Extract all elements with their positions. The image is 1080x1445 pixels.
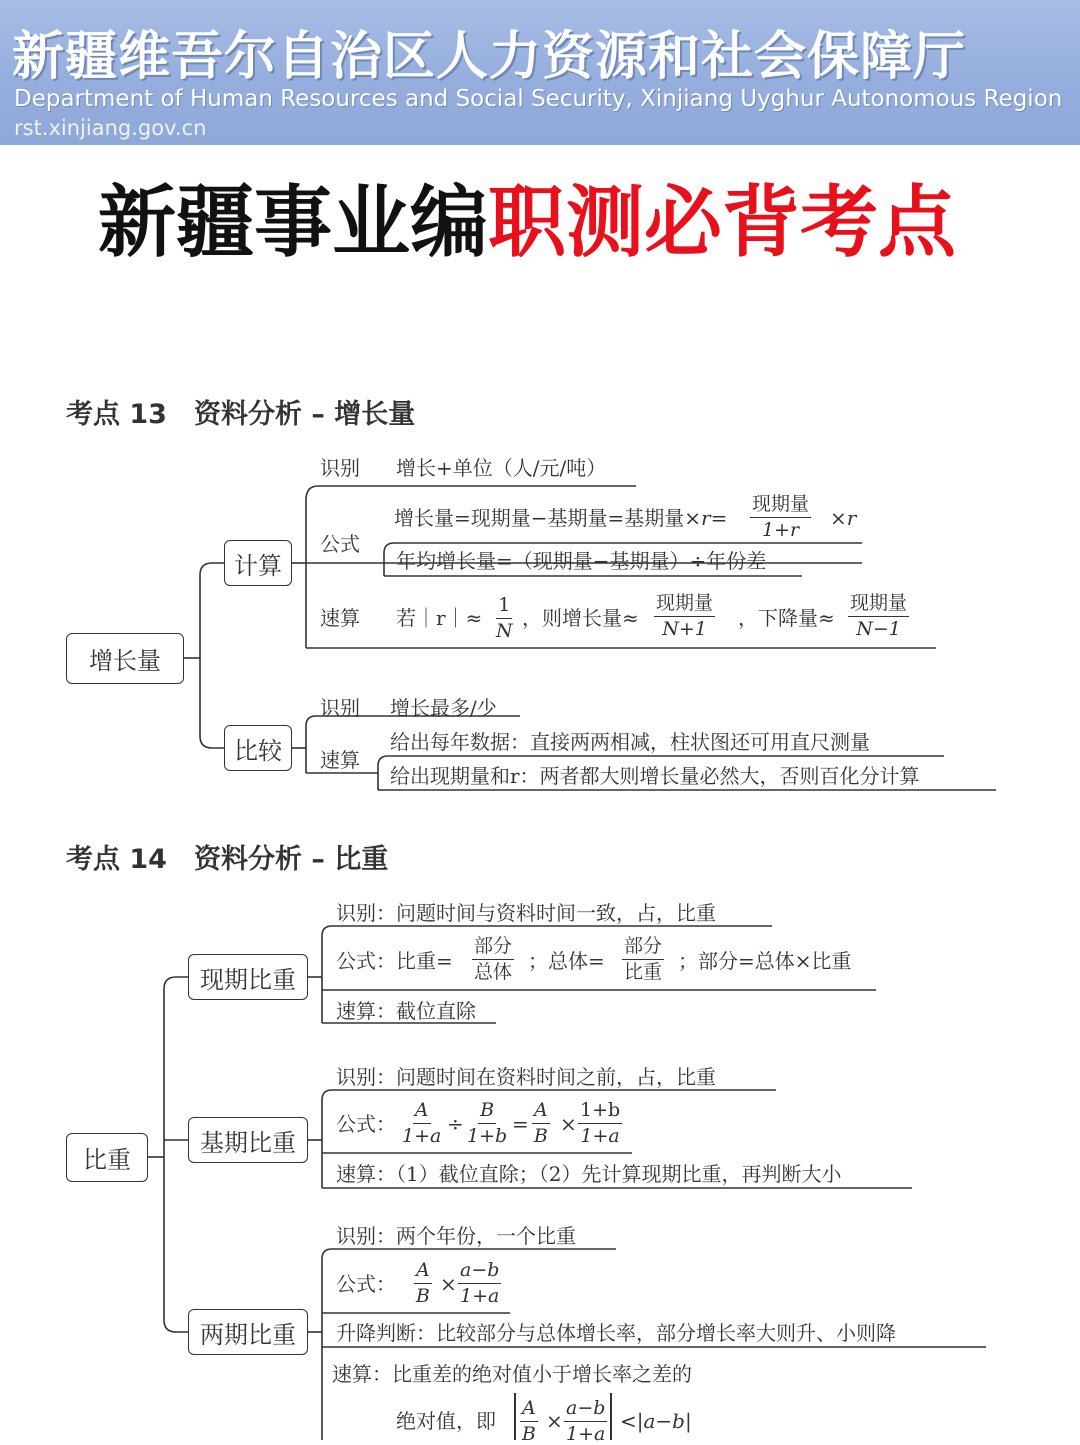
banner-url: rst.xinjiang.gov.cn xyxy=(14,116,207,140)
fraction-numerator: A xyxy=(532,1101,550,1124)
fraction-numerator: a−b xyxy=(458,1261,501,1284)
fraction-denominator: N xyxy=(496,620,513,642)
fraction-numerator: 现期量 xyxy=(750,495,811,518)
calc-quick-fraction-1 xyxy=(496,596,513,641)
fraction-denominator: 1+a xyxy=(566,1423,606,1445)
fraction-numerator: 部分 xyxy=(472,937,514,960)
two-quick-times: × xyxy=(546,1409,563,1433)
base-fraction-3 xyxy=(532,1101,550,1146)
fraction-denominator: 1+a xyxy=(580,1125,620,1147)
page-title-red: 职测必背考点 xyxy=(488,178,957,268)
fraction-numerator: A xyxy=(414,1261,432,1284)
calc-identify-text: 增长+单位（人/元/吨） xyxy=(396,456,607,480)
base-identify: 识别：问题时间在资料时间之前，占，比重 xyxy=(336,1065,716,1089)
two-identify: 识别：两个年份，一个比重 xyxy=(336,1224,576,1248)
node-base-ratio: 基期比重 xyxy=(188,1117,308,1163)
calc-formula1-text: 增长量=现期量−基期量=基期量× xyxy=(394,506,702,530)
base-quick: 速算：（1）截位直除；（2）先计算现期比重，再判断大小 xyxy=(336,1162,842,1186)
calc-identify-label: 识别 xyxy=(320,456,360,480)
abs-bar-left xyxy=(514,1393,516,1440)
fraction-denominator: 总体 xyxy=(474,961,513,983)
two-formula-prefix: 公式： xyxy=(336,1272,396,1296)
fraction-denominator: 1+r xyxy=(761,519,800,541)
node-current-ratio: 现期比重 xyxy=(188,954,308,1000)
compare-identify-label: 识别 xyxy=(320,696,360,720)
node-growth-root: 增长量 xyxy=(66,633,184,684)
fraction-numerator: a−b xyxy=(564,1399,607,1422)
two-times: × xyxy=(440,1272,457,1296)
current-fraction-1 xyxy=(472,937,514,982)
two-fraction-1 xyxy=(414,1261,432,1306)
fraction-denominator: N+1 xyxy=(662,618,707,640)
calc-formula1-eq: = xyxy=(710,506,728,530)
fraction-denominator: 1+a xyxy=(460,1285,500,1307)
section13-heading: 考点 13 资料分析 – 增长量 xyxy=(66,399,416,430)
calc-formula1-r: r xyxy=(701,506,711,530)
compare-quick-2: 给出现期量和r：两者都大则增长量必然大，否则百化分计算 xyxy=(390,764,920,788)
fraction-numerator: A xyxy=(413,1101,431,1124)
two-quick-fraction-2 xyxy=(564,1399,607,1444)
fraction-numerator: B xyxy=(478,1101,496,1124)
two-judge: 升降判断：比较部分与总体增长率，部分增长率大则升、小则降 xyxy=(336,1321,896,1345)
calc-quick-prefix: 若｜r｜≈ xyxy=(396,606,483,630)
compare-identify-text: 增长最多/少 xyxy=(390,696,497,720)
compare-quick-1: 给出每年数据：直接两两相减，柱状图还可用直尺测量 xyxy=(390,730,870,754)
calc-formula1 xyxy=(394,508,727,528)
fraction-numerator: 部分 xyxy=(622,937,664,960)
current-formula-tail: ；部分=总体×比重 xyxy=(678,949,852,973)
fraction-numerator: A xyxy=(520,1399,538,1422)
calc-formula-label: 公式 xyxy=(320,532,360,556)
node-ratio-root: 比重 xyxy=(66,1133,148,1182)
compare-quick-label: 速算 xyxy=(320,748,360,772)
base-eq: = xyxy=(512,1112,529,1136)
base-formula-prefix: 公式： xyxy=(336,1112,396,1136)
two-quick-tail: <|a−b| xyxy=(620,1409,692,1433)
current-formula-mid: ；总体= xyxy=(528,949,605,973)
abs-bar-right xyxy=(610,1393,612,1440)
fraction-denominator: 比重 xyxy=(624,961,663,983)
two-fraction-2 xyxy=(458,1261,501,1306)
calc-quick-label: 速算 xyxy=(320,606,360,630)
banner-title-en: Department of Human Resources and Social Security, Xinjiang Uyghur Autonomous Region xyxy=(14,86,1063,112)
fraction-denominator: N−1 xyxy=(856,618,901,640)
calc-formula1-fraction xyxy=(750,495,811,540)
node-two-period-ratio: 两期比重 xyxy=(188,1309,308,1355)
current-identify: 识别：问题时间与资料时间一致，占，比重 xyxy=(336,901,716,925)
fraction-numerator: 现期量 xyxy=(654,594,715,617)
node-compare: 比较 xyxy=(224,725,292,771)
current-formula-prefix: 公式：比重= xyxy=(336,949,453,973)
two-quick2-prefix: 绝对值，即 xyxy=(396,1409,496,1433)
section14-heading: 考点 14 资料分析 – 比重 xyxy=(66,844,389,875)
fraction-numerator: 1+b xyxy=(578,1101,622,1124)
fraction-denominator: B xyxy=(521,1423,536,1445)
fraction-denominator: B xyxy=(533,1125,548,1147)
base-fraction-2 xyxy=(467,1101,507,1146)
current-fraction-2 xyxy=(622,937,664,982)
base-div: ÷ xyxy=(447,1112,464,1136)
two-quick-fraction-1 xyxy=(520,1399,538,1444)
calc-quick-mid2: ，下降量≈ xyxy=(738,606,835,630)
base-times: × xyxy=(560,1112,577,1136)
calc-formula2: 年均增长量=（现期量−基期量）÷年份差 xyxy=(396,549,767,573)
base-fraction-4 xyxy=(578,1101,622,1146)
fraction-numerator: 1 xyxy=(496,596,512,619)
current-quick: 速算：截位直除 xyxy=(336,999,476,1023)
page-title-black: 新疆事业编 xyxy=(98,178,489,268)
calc-quick-fraction-2 xyxy=(654,594,715,639)
calc-formula1-tail: ×r xyxy=(830,506,857,530)
fraction-numerator: 现期量 xyxy=(848,594,909,617)
fraction-denominator: 1+b xyxy=(467,1125,508,1147)
fraction-denominator: 1+a xyxy=(402,1125,442,1147)
banner-title-cn: 新疆维吾尔自治区人力资源和社会保障厅 xyxy=(12,27,967,87)
calc-quick-mid: ，则增长量≈ xyxy=(522,606,639,630)
calc-quick-fraction-3 xyxy=(848,594,909,639)
two-quick: 速算：比重差的绝对值小于增长率之差的 xyxy=(332,1362,692,1386)
base-fraction-1 xyxy=(402,1101,441,1146)
node-calc: 计算 xyxy=(224,540,292,586)
fraction-denominator: B xyxy=(415,1285,430,1307)
